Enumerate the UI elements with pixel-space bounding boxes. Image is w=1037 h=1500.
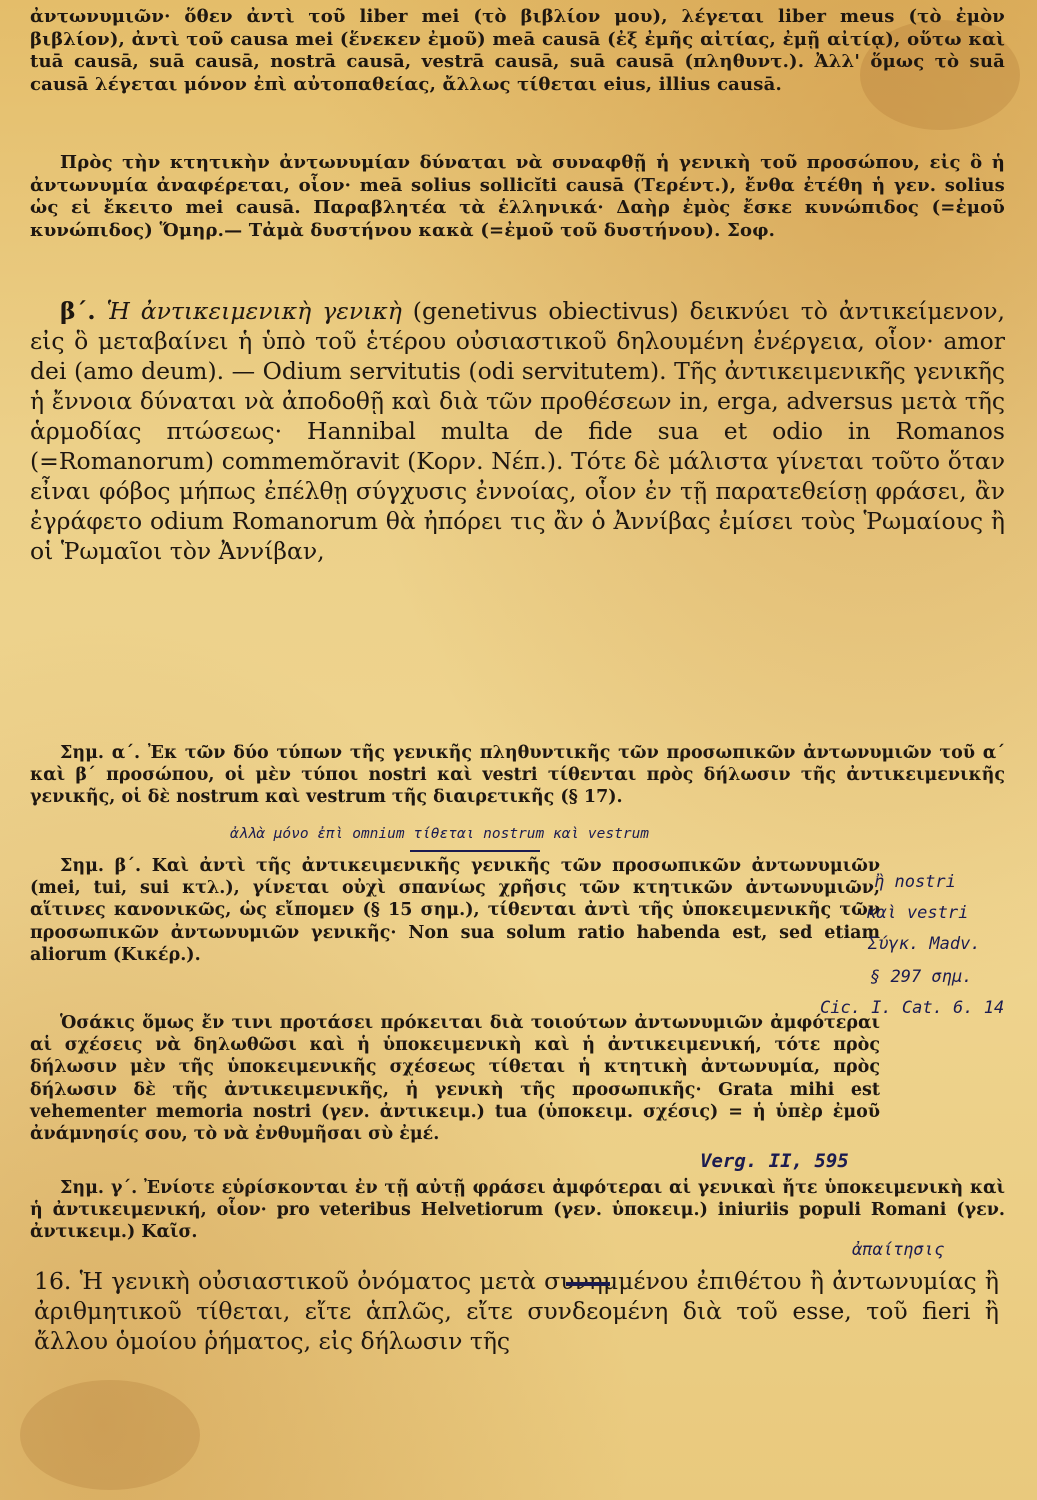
note-b: Σημ. β΄. Καὶ ἀντὶ τῆς ἀντικειμενικῆς γενικῆς τῶν προσωπικῶν ἀντωνυμιῶν (mei, tui, sui κτλ.), γίνεται οὐχὶ σπανίως χρῆσις τῶν κτητικῶν ἀντωνυμιῶν, αἵτινες κανονικῶς, ὡς εἴπομεν (§ 15 σημ.), τίθενται ἀντὶ τῆς ὑποκειμενικῆς τῶν προσωπικῶν ἀντωνυμιῶν γενικῆς· Non sua solum ratio habenda est, sed etiam aliorum (Κικέρ.). — [30, 856, 880, 965]
paragraph-both-relations: Ὁσάκις ὅμως ἔν τινι προτάσει πρόκειται διὰ τοιούτων ἀντωνυμιῶν ἀμφότεραι αἱ σχέσεις νὰ δηλωθῶσι καὶ ἡ ὑποκειμενικὴ καὶ ἡ ἀντικειμενική, τότε πρὸς δήλωσιν μὲν τῆς ὑποκειμενικῆς σχέσεως τίθεται ἡ κτητικὴ ἀντωνυμία, πρὸς δήλωσιν δὲ τῆς ἀντικειμενικῆς, ἡ γενικὴ τῆς προσωπικῆς· Grata mihi est vehementer memoria nostri (γεν. ἀντικειμ.) tua (ὑποκειμ. σχέσις) = ἡ ὑπὲρ ἐμοῦ ἀνάμνησίς σου, τὸ νὰ ἐνθυμῆσαι σὺ ἐμέ. — [30, 1013, 880, 1145]
section-body: (genetivus obiectivus) δεικνύει τὸ ἀντικείμενον, εἰς ὃ μεταβαίνει ἡ ὑπὸ τοῦ ἑτέρου οὐσιαστικοῦ δηλουμένη ἐνέργεια, οἷον· amor dei (amo deum). — Odium servitutis (odi servitutem). Τῆς ἀντικειμενικῆς γενικῆς ἡ ἔννοια δύναται νὰ ἀποδοθῇ καὶ διὰ τῶν προθέσεων in, erga, adversus μετὰ τῆς ἁρμοδίας πτώσεως· Hannibal multa de fide sua et odio in Romanos (=Romanorum) commemŏravit (Κορν. Νέπ.). Τότε δὲ μάλιστα γίνεται τοῦτο ὅταν εἶναι φόβος μήπως ἐπέλθῃ σύγχυσις ἐννοίας, οἷον ἐν τῇ παρατεθείσῃ φράσει, ἂν ἐγράφετο odium Romanorum θὰ ἠπόρει τις ἂν ὁ Ἀννίβας ἐμίσει τοὺς Ῥωμαίους ἢ οἱ Ῥωμαῖοι τὸν Ἀννίβαν, — [30, 297, 1005, 565]
handwritten-note-vergil: Verg. II, 595 — [700, 1150, 849, 1172]
handwritten-note-vestri: καὶ vestri — [866, 903, 969, 923]
pen-strikeout — [566, 1282, 610, 1286]
section-marker: β΄. — [60, 297, 96, 325]
section-heading: Ἡ ἀντικειμενικὴ γενικὴ — [106, 297, 402, 325]
section-16: 16. Ἡ γενικὴ οὐσιαστικοῦ ὀνόματος μετὰ συνημμένου ἐπιθέτου ἢ ἀντωνυμίας ἢ ἀριθμητικοῦ τίθεται, εἴτε ἁπλῶς, εἴτε συνδεομένη διὰ τοῦ esse, τοῦ fieri ἢ ἄλλου ὁμοίου ῥήματος, εἰς δήλωσιν τῆς — [34, 1267, 999, 1355]
handwritten-note-omnium: ἀλλὰ μόνο ἐπὶ omnium τίθεται nostrum καὶ vestrum — [230, 826, 650, 842]
section-objective-genitive — [30, 296, 1005, 566]
handwritten-note-cicero: Cic. I. Cat. 6. 14 — [820, 998, 1005, 1018]
handwritten-note-paragraph: § 297 σημ. — [870, 967, 973, 987]
note-c: Σημ. γ΄. Ἐνίοτε εὑρίσκονται ἐν τῇ αὐτῇ φράσει ἀμφότεραι αἱ γενικαὶ ἤτε ὑποκειμενικὴ καὶ ἡ ἀντικειμενική, οἷον· pro veteribus Helvetiorum (γεν. ὑποκειμ.) iniuriis populi Romani (γεν. ἀντικειμ.) Καῖσ. — [30, 1178, 1005, 1243]
handwritten-note-nostri: ἢ nostri — [874, 872, 956, 892]
paper-stain — [20, 1380, 200, 1490]
note-a: Σημ. α΄. Ἐκ τῶν δύο τύπων τῆς γενικῆς πληθυντικῆς τῶν προσωπικῶν ἀντωνυμιῶν τοῦ α΄ καὶ β΄ προσώπου, οἱ μὲν τύποι nostri καὶ vestri τίθενται πρὸς δήλωσιν τῆς ἀντικειμενικῆς γενικῆς, οἱ δὲ nostrum καὶ vestrum τῆς διαιρετικῆς (§ 17). — [30, 743, 1005, 808]
handwritten-note-section16: ἀπαίτησις — [852, 1240, 945, 1260]
handwritten-note-madvig: Σύγκ. Madv. — [868, 934, 981, 954]
paragraph-possessive-causa: ἀντωνυμιῶν· ὅθεν ἀντὶ τοῦ liber mei (τὸ βιβλίον μου), λέγεται liber meus (τὸ ἐμὸν βιβλίον), ἀντὶ τοῦ causa mei (ἕνεκεν ἐμοῦ) meā causā (ἐξ ἐμῆς αἰτίας, ἐμῇ αἰτίᾳ), οὕτω καὶ tuā causā, suā causā, nostrā causā, vestrā causā, suā causā (πληθυντ.). Ἀλλ' ὅμως τὸ suā causā λέγεται μόνον ἐπὶ αὐτοπαθείας, ἄλλως τίθεται eius, illius causā. — [30, 6, 1005, 95]
paragraph-possessive-genitive: Πρὸς τὴν κτητικὴν ἀντωνυμίαν δύναται νὰ συναφθῇ ἡ γενικὴ τοῦ προσώπου, εἰς ὃ ἡ ἀντωνυμία ἀναφέρεται, οἷον· meā solius sollicĭti causā (Τερέντ.), ἔνθα ἐτέθη ἡ γεν. solius ὡς εἰ ἔκειτο mei causā. Παραβλητέα τὰ ἑλληνικά· Δαὴρ ἐμὸς ἔσκε κυνώπιδος (=ἐμοῦ κυνώπιδος) Ὅμηρ.— Τἀμὰ δυστήνου κακὰ (=ἐμοῦ τοῦ δυστήνου). Σοφ. — [30, 152, 1005, 241]
pen-underline — [410, 850, 540, 852]
